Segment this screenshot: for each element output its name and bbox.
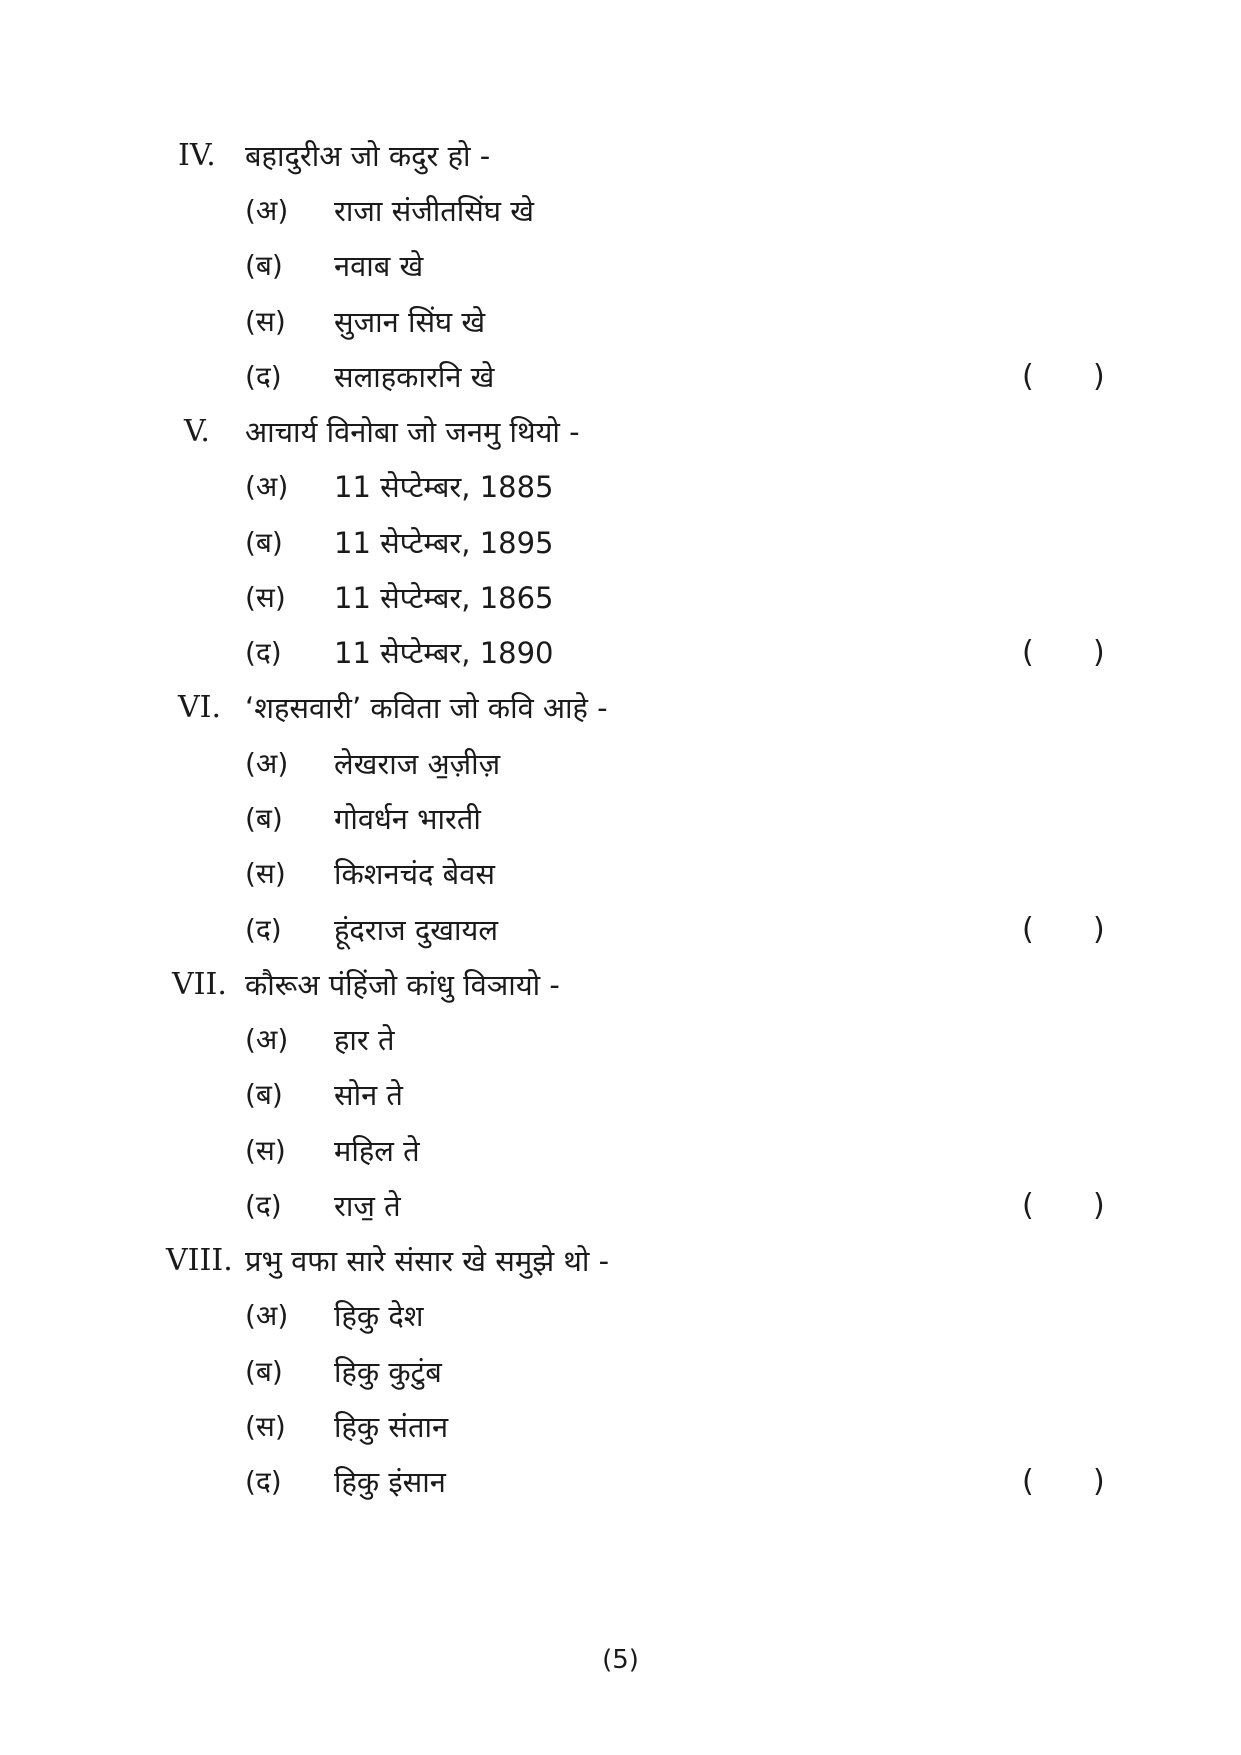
answer-box-open[interactable]: ( — [1022, 359, 1034, 394]
question-text: प्रभु वफा सारे संसार खे समुझे थो - — [245, 1244, 610, 1278]
option-label: (अ) — [245, 470, 289, 503]
option-b — [0, 1075, 1241, 1115]
question-text: आचार्य विनोबा जो जनमु थियो - — [245, 415, 580, 449]
option-a — [0, 1296, 1241, 1336]
option-text: किशनचंद बेवस — [334, 857, 495, 891]
answer-box-close[interactable]: ) — [1093, 359, 1105, 394]
option-label: (ब) — [245, 1355, 283, 1388]
option-text: सलाहकारनि खे — [334, 360, 495, 394]
option-text: हार ते — [334, 1023, 395, 1057]
answer-box-open[interactable]: ( — [1022, 1464, 1034, 1499]
question-number: VIII. — [166, 1243, 233, 1278]
question-text: ‘शहसवारी’ कविता जो कवि आहे - — [245, 691, 608, 725]
answer-box-close[interactable]: ) — [1093, 912, 1105, 947]
answer-box-open[interactable]: ( — [1022, 1188, 1034, 1223]
option-label: (अ) — [245, 1023, 289, 1056]
option-a — [0, 1020, 1241, 1060]
option-b — [0, 246, 1241, 286]
option-text: नवाब खे — [334, 249, 424, 283]
option-label: (द) — [245, 1465, 282, 1498]
option-c — [0, 854, 1241, 894]
option-label: (स) — [245, 1410, 286, 1443]
option-b — [0, 523, 1241, 563]
option-text: हूंदराज दुखायल — [334, 913, 499, 947]
option-d — [0, 1462, 1241, 1502]
question-number: VII. — [172, 967, 227, 1002]
option-text: 11 सेप्टेम्बर, 1890 — [334, 636, 554, 670]
option-label: (स) — [245, 1134, 286, 1167]
option-c — [0, 302, 1241, 342]
option-a — [0, 191, 1241, 231]
option-label: (ब) — [245, 1078, 283, 1111]
answer-box-close[interactable]: ) — [1093, 635, 1105, 670]
option-label: (द) — [245, 360, 282, 393]
option-b — [0, 799, 1241, 839]
option-text: राज॒ ते — [334, 1189, 401, 1223]
option-text: 11 सेप्टेम्बर, 1885 — [334, 470, 554, 504]
answer-box-close[interactable]: ) — [1093, 1188, 1105, 1223]
question-number: V. — [184, 414, 210, 449]
option-b — [0, 1352, 1241, 1392]
question-text: कौरूअ पंहिंजो कांधु विञायो - — [245, 968, 560, 1002]
option-text: महिल ते — [334, 1134, 420, 1168]
option-text: 11 सेप्टेम्बर, 1895 — [334, 526, 554, 560]
option-text: 11 सेप्टेम्बर, 1865 — [334, 581, 554, 615]
option-text: हिकु संतान — [334, 1410, 449, 1444]
option-d — [0, 1186, 1241, 1226]
question-text: बहादुरीअ जो कदुर हो - — [245, 139, 491, 173]
question-number: IV. — [178, 138, 216, 173]
option-label: (स) — [245, 857, 286, 890]
option-c — [0, 1131, 1241, 1171]
option-d — [0, 910, 1241, 950]
option-label: (ब) — [245, 802, 283, 835]
option-text: हिकु इंसान — [334, 1465, 446, 1499]
option-text: सोन ते — [334, 1078, 403, 1112]
option-label: (स) — [245, 305, 286, 338]
option-c — [0, 578, 1241, 618]
option-label: (द) — [245, 636, 282, 669]
option-label: (अ) — [245, 1299, 289, 1332]
option-d — [0, 357, 1241, 397]
option-text: हिकु देश — [334, 1299, 424, 1333]
option-label: (ब) — [245, 526, 283, 559]
option-label: (द) — [245, 1189, 282, 1222]
answer-box-open[interactable]: ( — [1022, 635, 1034, 670]
question-number: VI. — [178, 690, 222, 725]
answer-box-open[interactable]: ( — [1022, 912, 1034, 947]
option-text: गोवर्धन भारती — [334, 802, 481, 836]
answer-box-close[interactable]: ) — [1093, 1464, 1105, 1499]
option-label: (अ) — [245, 747, 289, 780]
option-text: सुजान सिंघ खे — [334, 305, 486, 339]
option-text: राजा संजीतसिंघ खे — [334, 194, 534, 228]
option-text: हिकु कुटुंब — [334, 1355, 442, 1389]
option-a — [0, 744, 1241, 784]
option-text: लेखराज अ॒ज़ीज़ — [334, 747, 501, 781]
option-label: (स) — [245, 581, 286, 614]
option-a — [0, 467, 1241, 507]
option-label: (ब) — [245, 249, 283, 282]
page-number: (5) — [602, 1645, 639, 1675]
option-label: (अ) — [245, 194, 289, 227]
option-label: (द) — [245, 913, 282, 946]
option-d — [0, 633, 1241, 673]
option-c — [0, 1407, 1241, 1447]
